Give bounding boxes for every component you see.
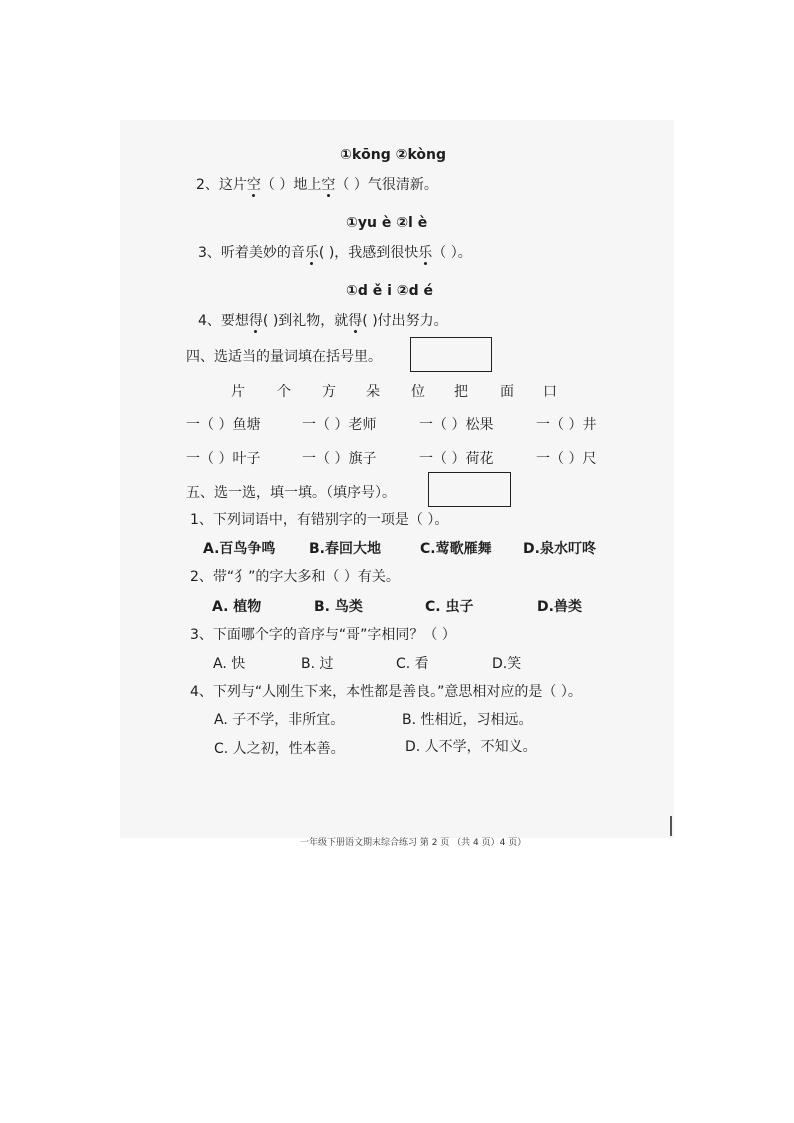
section5-title: 五、选一选，填一填。（填序号）。 — [186, 485, 396, 501]
q4-post: ( )付出努力。 — [362, 313, 448, 329]
fill-blank-2-3: 一（ ）荷花 — [419, 451, 494, 467]
q3-pre: 3、听着美妙的音 — [198, 245, 305, 261]
s5-q4-option-a: A. 子不学，非所宜。 — [214, 712, 345, 728]
s5-q3-option-b: B. 过 — [301, 656, 334, 672]
fill-blank-2-1: 一（ ）叶子 — [186, 451, 261, 467]
word-bank-7: 面 — [500, 384, 514, 400]
q4-pre: 4、要想 — [198, 313, 249, 329]
s5-q1-option-d: D.泉水叮咚 — [523, 541, 596, 557]
word-bank-2: 个 — [277, 384, 291, 400]
section5-score-box — [428, 472, 511, 507]
q4-mid: ( )到礼物，就 — [262, 313, 349, 329]
s5-q3-option-a: A. 快 — [213, 656, 246, 672]
q3-text — [198, 244, 472, 262]
s5-q2-option-c: C. 虫子 — [425, 599, 474, 615]
s5-q3-option-c: C. 看 — [396, 656, 429, 672]
s5-q4-option-d: D. 人不学，不知义。 — [405, 739, 537, 755]
s5-q2-option-b: B. 鸟类 — [314, 599, 363, 615]
word-bank-5: 位 — [411, 384, 425, 400]
s5-q2-option-d: D.兽类 — [537, 599, 582, 615]
q2-pinyin: ①kōng ②kòng — [340, 147, 447, 163]
q4-text — [198, 312, 448, 330]
s5-q2-text: 2、带“犭”的字大多和（ ）有关。 — [190, 569, 400, 585]
q2-char2: 空 — [321, 177, 336, 193]
page-footer: 一年级下册语文期末综合练习 第 2 页 （共 4 页）4 页） — [300, 838, 527, 848]
fill-blank-2-2: 一（ ）旗子 — [302, 451, 377, 467]
q2-post: （ ）气很清新。 — [335, 177, 438, 193]
word-bank-1: 片 — [231, 384, 245, 400]
s5-q4-option-b: B. 性相近，习相远。 — [402, 712, 533, 728]
q3-mid: ( )，我感到很快 — [318, 245, 419, 261]
q2-text — [196, 176, 438, 194]
s5-q1-option-c: C.莺歌雁舞 — [420, 541, 492, 557]
q2-mid: （ ）地上 — [260, 177, 322, 193]
s5-q2-option-a: A. 植物 — [212, 599, 262, 615]
s5-q3-text: 3、下面哪个字的音序与“哥”字相同？（ ） — [190, 627, 456, 643]
q3-post: （ ）。 — [432, 245, 472, 261]
fill-blank-1-3: 一（ ）松果 — [419, 417, 494, 433]
q4-char1: 得 — [248, 313, 263, 329]
q4-pinyin: ①d ě i ②d é — [346, 283, 434, 299]
fill-blank-2-4: 一（ ）尺 — [536, 451, 597, 467]
section4-title: 四、选适当的量词填在括号里。 — [186, 349, 382, 365]
q4-char2: 得 — [348, 313, 363, 329]
fill-blank-1-2: 一（ ）老师 — [302, 417, 377, 433]
s5-q1-text: 1、下列词语中，有错别字的一项是（ ）。 — [190, 512, 449, 528]
s5-q1-option-b: B.春回大地 — [309, 541, 381, 557]
word-bank-4: 朵 — [366, 384, 380, 400]
word-bank-6: 把 — [454, 384, 468, 400]
q2-char1: 空 — [246, 177, 261, 193]
q2-pre: 2、这片 — [196, 177, 247, 193]
q3-char1: 乐 — [304, 245, 319, 261]
fill-blank-1-4: 一（ ）井 — [536, 417, 597, 433]
word-bank-8: 口 — [543, 384, 557, 400]
fill-blank-1-1: 一（ ）鱼塘 — [186, 417, 261, 433]
word-bank-3: 方 — [322, 384, 336, 400]
section4-score-box — [410, 337, 492, 372]
s5-q3-option-d: D.笑 — [492, 656, 522, 672]
s5-q1-option-a: A.百鸟争鸣 — [203, 541, 276, 557]
s5-q4-text: 4、下列与“人刚生下来，本性都是善良。”意思相对应的是（ ）。 — [190, 684, 582, 700]
s5-q4-option-c: C. 人之初，性本善。 — [214, 741, 345, 757]
q3-pinyin: ①yu è ②l è — [346, 215, 428, 231]
q3-char2: 乐 — [418, 245, 433, 261]
scan-edge-mark — [670, 816, 672, 836]
